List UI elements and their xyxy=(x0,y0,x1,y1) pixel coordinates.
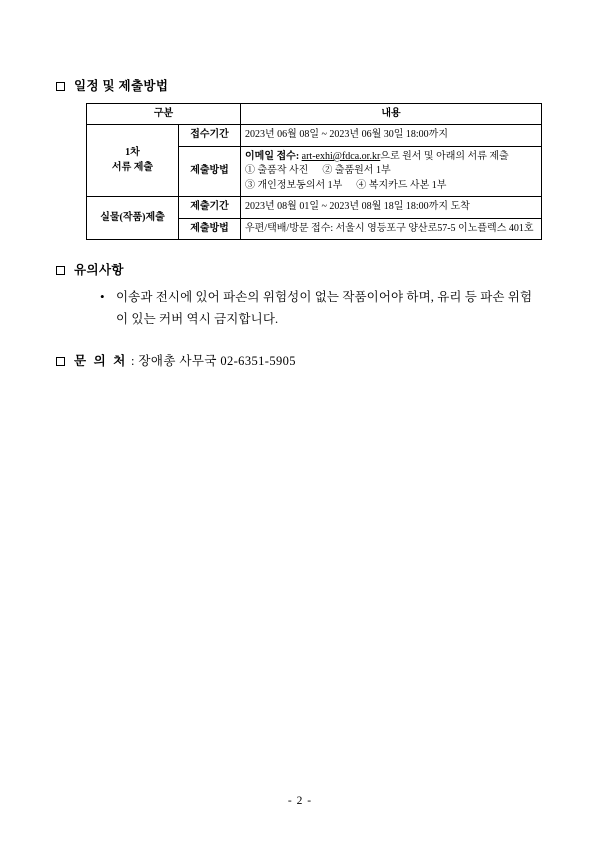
section-schedule xyxy=(56,78,544,240)
section-heading-contact xyxy=(56,353,544,370)
table-row xyxy=(87,125,542,147)
square-bullet-icon xyxy=(56,357,65,366)
row-label-period-1: 접수기간 xyxy=(179,125,241,147)
table-row xyxy=(87,197,542,219)
section-notes xyxy=(56,262,544,331)
doc-item-1: ① 출품작 사진 xyxy=(245,165,309,177)
doc-item-4: ④ 복지카드 사본 1부 xyxy=(356,179,447,191)
doc-item-2: ② 출품원서 1부 xyxy=(322,165,391,177)
table-header-row xyxy=(87,103,542,125)
schedule-table xyxy=(86,103,542,241)
list-item: • 이송과 전시에 있어 파손의 위험성이 없는 작품이어야 하며, 유리 등 파손 위험이 있는 커버 역시 금지합니다. xyxy=(100,287,544,331)
method-line-1 xyxy=(245,150,537,165)
section-contact xyxy=(56,353,544,370)
email-suffix: 으로 원서 및 아래의 서류 제출 xyxy=(380,150,509,162)
doc-item-3: ③ 개인정보동의서 1부 xyxy=(245,179,343,191)
square-bullet-icon xyxy=(56,266,65,275)
stage-label-second: 실물(작품)제출 xyxy=(87,197,179,240)
row-label-period-2: 제출기간 xyxy=(179,197,241,219)
method-line-3 xyxy=(245,179,537,194)
section-title: 일정 및 제출방법 xyxy=(74,79,169,93)
row-content-method-1 xyxy=(241,146,542,197)
notes-list xyxy=(100,287,544,331)
section-title: 유의사항 xyxy=(74,263,124,278)
table-header-category: 구분 xyxy=(87,103,241,125)
row-content-period-1: 2023년 06월 08일 ~ 2023년 06월 30일 18:00까지 xyxy=(241,125,542,147)
section-heading-notes xyxy=(56,262,544,279)
email-label: 이메일 접수: xyxy=(245,150,300,162)
contact-label: 문 의 처 xyxy=(74,354,128,368)
row-content-period-2: 2023년 08월 01일 ~ 2023년 08월 18일 18:00까지 도착 xyxy=(241,197,542,219)
contact-line xyxy=(74,353,296,370)
square-bullet-icon xyxy=(56,82,65,91)
email-link[interactable]: art-exhi@fdca.or.kr xyxy=(301,150,381,162)
page-number: - 2 - xyxy=(287,795,313,807)
row-label-method-1: 제출방법 xyxy=(179,146,241,197)
table-header-content: 내용 xyxy=(241,103,542,125)
method-line-2 xyxy=(245,164,537,179)
stage-label-first: 1차 서류 제출 xyxy=(87,125,179,197)
schedule-table-wrapper xyxy=(86,103,544,241)
contact-value: : 장애총 사무국 02-6351-5905 xyxy=(131,354,296,368)
section-heading-schedule xyxy=(56,78,544,95)
row-label-method-2: 제출방법 xyxy=(179,218,241,240)
row-content-method-2: 우편/택배/방문 접수: 서울시 영등포구 양산로57-5 이노플렉스 401호 xyxy=(241,218,542,240)
